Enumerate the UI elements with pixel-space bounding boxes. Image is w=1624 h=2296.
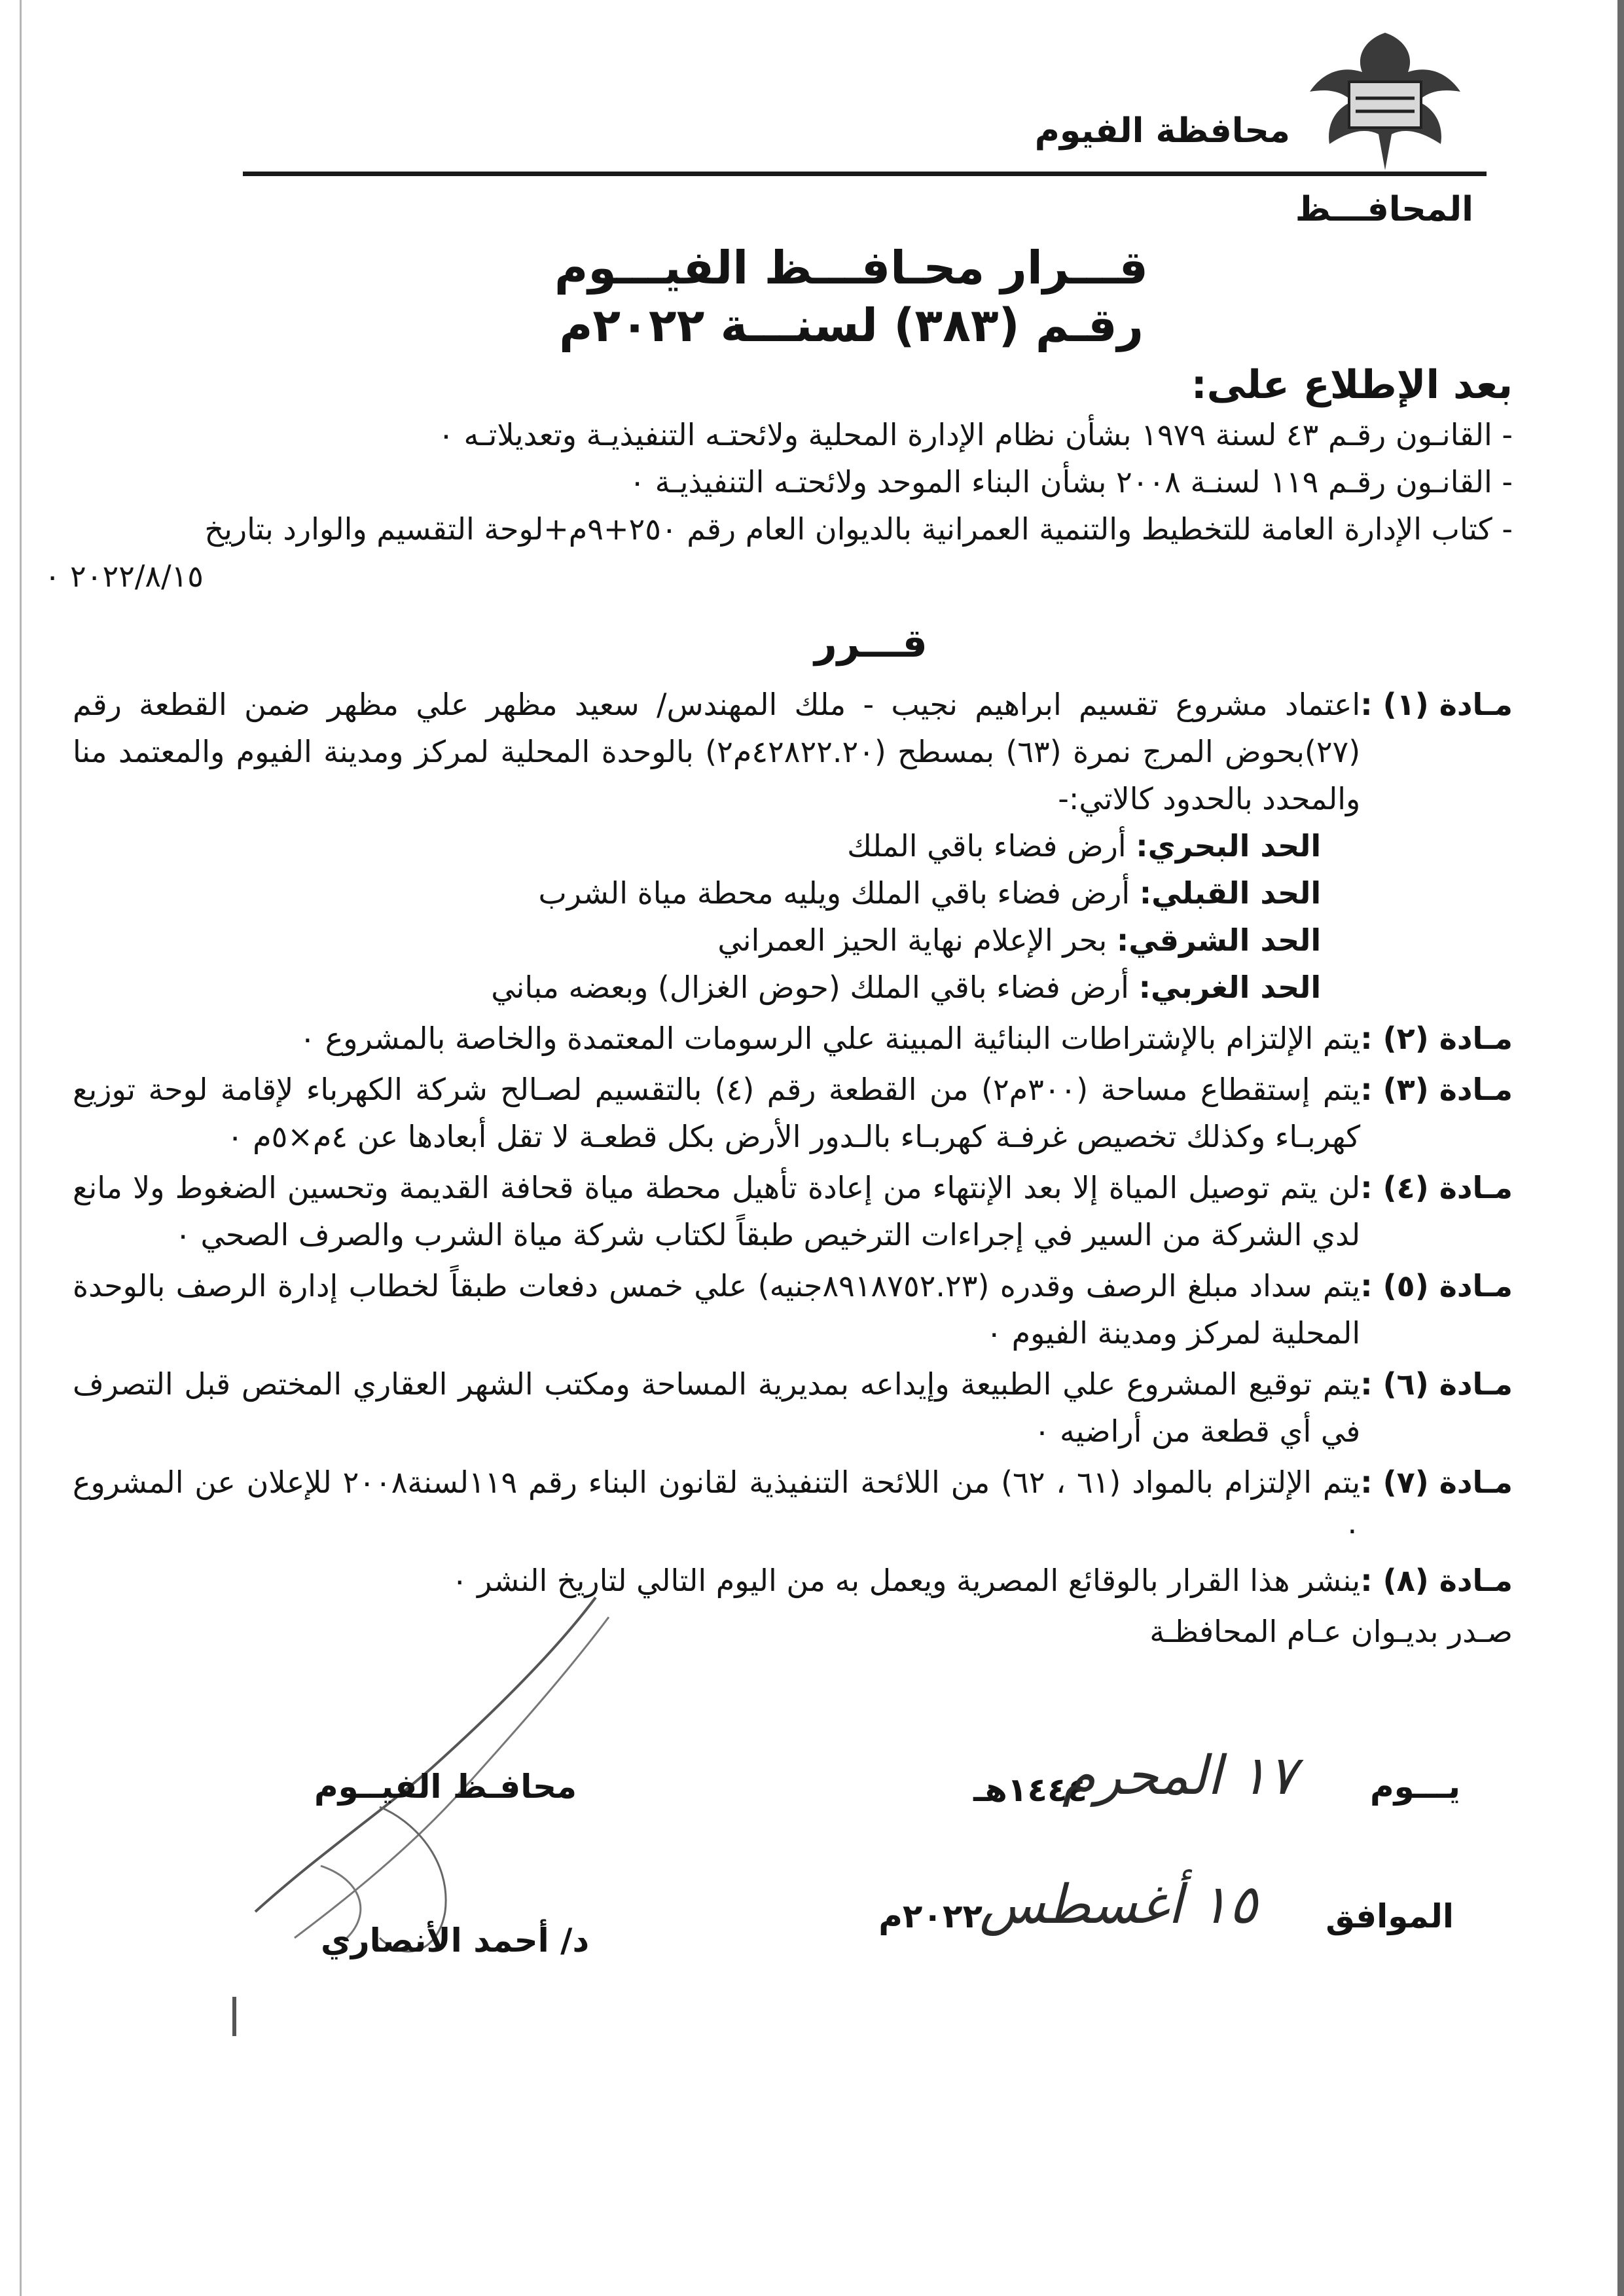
boundary-west: الحد الغربي: أرض فضاء باقي الملك (حوض الغزال) وبعضه مباني [491,970,1322,1005]
header-divider [243,172,1487,176]
article-text: لن يتم توصيل المياة إلا بعد الإنتهاء من إعادة تأهيل محطة مياة قحافة القديمة وتحسين الضغوط ولا مانع لدي الشركة من السير في إجراءات الترخيص طبقاً لكتاب شركة مياة الشرب والصرف الصحي ٠ [73,1170,1361,1252]
handwritten-day: ١٧ المحرم [1062,1745,1297,1807]
agreeing-label: الموافق [1326,1897,1454,1935]
article-1-body: اعتماد مشروع تقسيم ابراهيم نجيب - ملك المهندس/ سعيد مظهر علي مظهر ضمن القطعة رقم (٢٧)بحوض المرج نمرة (٦٣) بمسطح (٤٢٨٢٢.٢٠م٢) بالوحدة المحلية لمركز ومدينة الفيوم والمعتمد منا والمحدد بالحدود كالاتي:- [73,687,1361,816]
article-6 [73,1360,1513,1455]
boundary-south: الحد القبلي: أرض فضاء باقي الملك ويليه محطة مياة الشرب [538,875,1322,911]
article-label: مـادة (٢) : [1360,1021,1513,1056]
article-text [73,681,1360,1011]
governor-name: د/ أحمد الأنصاري [321,1922,590,1959]
article-7 [73,1459,1513,1553]
prelude-item: - القانـون رقـم ٤٣ لسنة ١٩٧٩ بشأن نظام الإدارة المحلية ولائحتـه التنفيذيـة وتعديلاتـه ٠ [438,417,1513,452]
article-4 [73,1164,1513,1258]
decision-title: قـــرار محـافـــظ الفيـــوم [554,241,1148,295]
article-text: يتم إستقطاع مساحة (٣٠٠م٢) من القطعة رقم (٤) بالتقسيم لصـالح شركة الكهرباء لإقامة لوحة توزيع كهربـاء وكذلك تخصيص غرفـة كهربـاء بالـدور الأرض بكل قطعـة لا تقل أبعادها عن ٤م×٥م ٠ [73,1072,1361,1154]
article-text: يتم الإلتزام بالإشتراطات البنائية المبينة علي الرسومات المعتمدة والخاصة بالمشروع ٠ [299,1021,1361,1056]
intro-heading: بعد الإطلاع على: [1191,362,1513,408]
decision-word: قـــرر [814,621,928,666]
article-text: يتم توقيع المشروع علي الطبيعة وإيداعه بمديرية المساحة ومكتب الشهر العقاري المختص قبل التصرف في أي قطعة من أراضيه ٠ [73,1366,1361,1449]
eagle-emblem-icon [1303,20,1467,177]
prelude-item: - القانـون رقـم ١١٩ لسنـة ٢٠٠٨ بشأن البناء الموحد ولائحتـه التنفيذيـة ٠ [629,464,1513,500]
articles [73,681,1513,1655]
governorate-name: محافظة الفيوم [1034,111,1290,151]
office-label: المحافـــظ [1295,190,1473,229]
day-label: يـــوم [1369,1768,1460,1806]
boundary-east: الحد الشرقي: بحر الإعلام نهاية الحيز العمراني [717,922,1322,958]
boundary-north: الحد البحري: أرض فضاء باقي الملك [847,828,1322,864]
article-2 [73,1015,1513,1062]
prelude-item-date: ٢٠٢٢/٨/١٥ ٠ [44,558,204,594]
article-label: مـادة (٧) : [1360,1465,1513,1500]
article-label: مـادة (٥) : [1360,1268,1513,1303]
article-3 [73,1066,1513,1160]
margin-mark [232,1997,236,2036]
article-5 [73,1262,1513,1357]
article-label: مـادة (٣) : [1360,1072,1513,1107]
letterhead [361,20,1473,177]
article-label: مـادة (١) : [1360,687,1513,722]
prelude-item: - كتاب الإدارة العامة للتخطيط والتنمية العمرانية بالديوان العام رقم ٢٥٠+٩م+لوحة التقسيم والوارد بتاريخ [204,511,1513,547]
prelude-list [44,411,1513,600]
article-label: مـادة (٤) : [1360,1170,1513,1205]
article-label: مـادة (٦) : [1360,1366,1513,1402]
handwritten-greg-date: ١٥ أغسطس [979,1874,1257,1936]
article-1 [73,681,1513,1011]
decision-number: رقـم (٣٨٣) لسنـــة ٢٠٢٢م [559,299,1144,352]
greg-year: ٢٠٢٢م [878,1897,983,1935]
governor-title: محافـظ الفيــوم [314,1768,577,1806]
article-text: يتم الإلتزام بالمواد (٦١ ، ٦٢) من اللائحة التنفيذية لقانون البناء رقم ١١٩لسنة٢٠٠٨ للإعلان عن المشروع ٠ [73,1465,1361,1547]
article-text: ينشر هذا القرار بالوقائع المصرية ويعمل به من اليوم التالي لتاريخ النشر ٠ [451,1563,1361,1598]
issued-line: صـدر بديـوان عـام المحافظـة [1149,1614,1513,1649]
article-text: يتم سداد مبلغ الرصف وقدره (٨٩١٨٧٥٢.٢٣جنيه) علي خمس دفعات طبقاً لخطاب إدارة الرصف بالوحدة المحلية لمركز ومدينة الفيوم ٠ [73,1268,1361,1351]
article-label: مـادة (٨) : [1360,1563,1513,1598]
hijri-year: ١٤٤٤هـ [973,1771,1087,1809]
